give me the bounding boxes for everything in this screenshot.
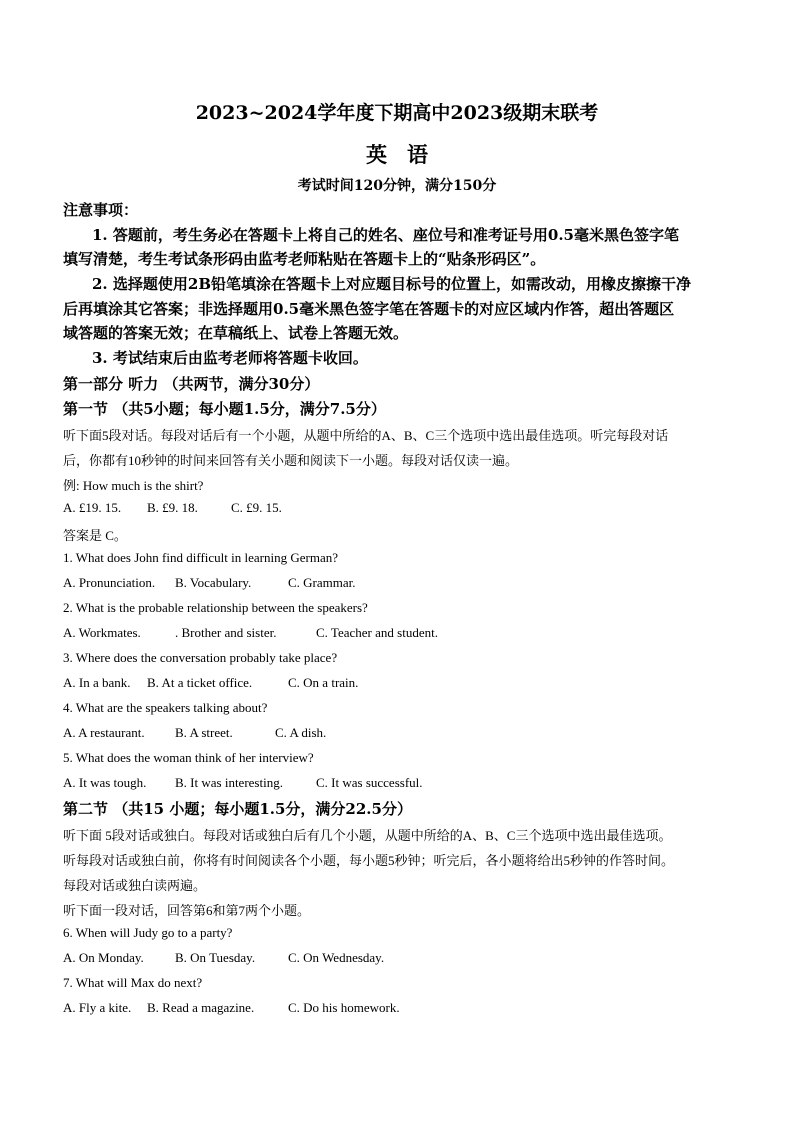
- option-b: B. It was interesting.: [175, 775, 283, 790]
- notice-item-2-line-2: 后再填涂其它答案；非选择题用0.5毫米黑色签字笔在答题卡的对应区域内作答，超出答题区: [63, 300, 675, 318]
- question-3-options: [63, 675, 358, 691]
- subject-title: 英语: [366, 142, 448, 167]
- example-options: [63, 500, 282, 516]
- option-b: B. £9. 18.: [147, 500, 198, 515]
- option-a: A. It was tough.: [63, 775, 147, 790]
- option-c: C. On Wednesday.: [288, 950, 385, 965]
- option-a: A. A restaurant.: [63, 725, 145, 740]
- exam-title: 2023~2024学年度下期高中2023级期末联考: [195, 102, 599, 124]
- notice-item-1-line-2: 填写清楚，考生考试条形码由监考老师粘贴在答题卡上的“贴条形码区”。: [63, 250, 546, 268]
- option-a: A. In a bank.: [63, 675, 131, 690]
- question-2: 2. What is the probable relationship between the speakers?: [63, 600, 368, 615]
- option-c: C. On a train.: [288, 675, 359, 690]
- exam-info: 考试时间120分钟，满分150分: [297, 178, 497, 194]
- question-6-options: [63, 950, 384, 966]
- question-5: 5. What does the woman think of her interview?: [63, 750, 314, 765]
- part1-heading: 第一部分 听力 （共两节，满分30分）: [63, 375, 320, 393]
- question-1: 1. What does John find difficult in learning German?: [63, 550, 338, 565]
- section1-instructions-line-1: 听下面5段对话。每段对话后有一个小题，从题中所给的A、B、C三个选项中选出最佳选项。听完每段对话: [63, 428, 669, 443]
- notice-item-3: 3. 考试结束后由监考老师将答题卡收回。: [92, 349, 368, 367]
- option-c: C. Grammar.: [288, 575, 356, 590]
- question-6: 6. When will Judy go to a party?: [63, 925, 233, 940]
- question-3: 3. Where does the conversation probably take place?: [63, 650, 338, 665]
- option-b: . Brother and sister.: [175, 625, 277, 640]
- section2-instructions-line-3: 每段对话或独白读两遍。: [63, 878, 207, 893]
- example-answer: 答案是 C。: [63, 528, 127, 543]
- option-a: A. Pronunciation.: [63, 575, 156, 590]
- question-4-options: [63, 725, 326, 741]
- example-question: 例: How much is the shirt?: [63, 478, 204, 493]
- question-1-options: [63, 575, 356, 591]
- option-b: B. Read a magazine.: [147, 1000, 255, 1015]
- question-2-options: [63, 625, 438, 641]
- option-a: A. On Monday.: [63, 950, 144, 965]
- section2-heading: 第二节 （共15 小题；每小题1.5分，满分22.5分）: [63, 800, 412, 818]
- notice-heading: 注意事项：: [63, 201, 139, 219]
- option-a: A. Fly a kite.: [63, 1000, 132, 1015]
- section1-instructions-line-2: 后，你都有10秒钟的时间来回答有关小题和阅读下一小题。每段对话仅读一遍。: [63, 453, 519, 468]
- section2-instructions-line-1: 听下面 5段对话或独白。每段对话或独白后有几个小题，从题中所给的A、B、C三个选项中选出最佳选项。: [63, 828, 672, 843]
- section2-instructions-line-2: 听每段对话或独白前，你将有时间阅读各个小题，每小题5秒钟；听完后，各小题将给出5秒钟的作答时间。: [63, 853, 675, 868]
- option-c: C. Do his homework.: [288, 1000, 400, 1015]
- option-c: C. A dish.: [275, 725, 327, 740]
- section2-lead: 听下面一段对话，回答第6和第7两个小题。: [63, 903, 311, 918]
- section1-heading: 第一节 （共5小题；每小题1.5分，满分7.5分）: [63, 400, 386, 418]
- notice-item-1-line-1: 1. 答题前，考生务必在答题卡上将自己的姓名、座位号和准考证号用0.5毫米黑色签字笔: [92, 226, 679, 244]
- option-c: C. Teacher and student.: [316, 625, 438, 640]
- notice-item-2-line-1: 2. 选择题使用2B铅笔填涂在答题卡上对应题目标号的位置上，如需改动，用橡皮擦擦干净: [92, 275, 692, 293]
- question-7: 7. What will Max do next?: [63, 975, 203, 990]
- notice-item-2-line-3: 域答题的答案无效；在草稿纸上、试卷上答题无效。: [63, 324, 409, 342]
- question-5-options: [63, 775, 423, 791]
- option-c: C. It was successful.: [316, 775, 423, 790]
- option-c: C. £9. 15.: [231, 500, 282, 515]
- option-b: B. A street.: [175, 725, 233, 740]
- option-b: B. On Tuesday.: [175, 950, 256, 965]
- option-b: B. At a ticket office.: [147, 675, 253, 690]
- option-a: A. £19. 15.: [63, 500, 122, 515]
- option-a: A. Workmates.: [63, 625, 141, 640]
- option-b: B. Vocabulary.: [175, 575, 252, 590]
- question-4: 4. What are the speakers talking about?: [63, 700, 268, 715]
- question-7-options: [63, 1000, 400, 1016]
